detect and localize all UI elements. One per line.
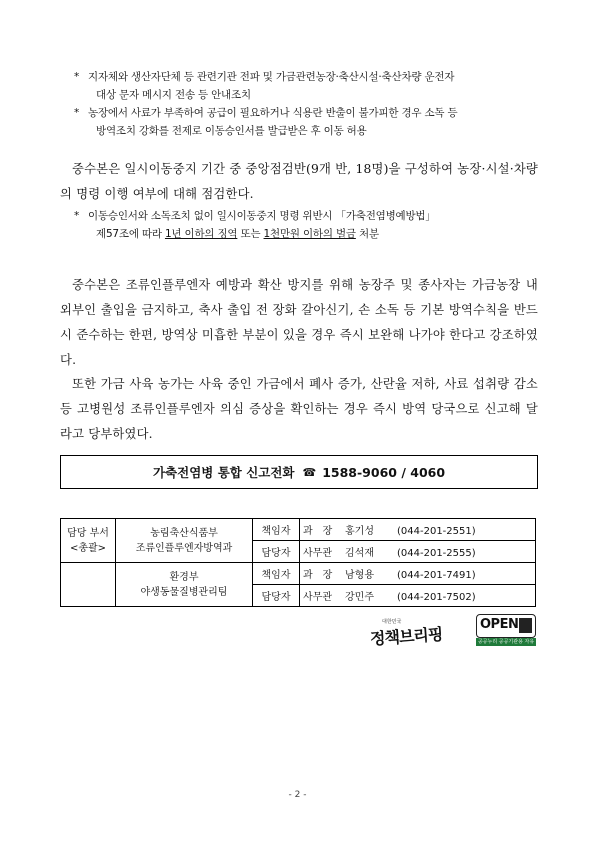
bullet-line: 지자체와 생산자단체 등 관련기관 전파 및 가금관련농장·축산시설·축산차량 운전자: [88, 71, 455, 83]
paragraph-inspection: 중수본은 일시이동중지 기간 중 중앙점검반(9개 반, 18명)을 구성하여 농장·시설·차량의 명령 이행 여부에 대해 점검한다.: [60, 162, 538, 201]
hotline-label: 가축전염병 통합 신고전화: [152, 465, 295, 480]
logo-big-text: 정책브리핑: [369, 624, 443, 649]
contact-cell: [300, 541, 536, 563]
text-span: 또는: [237, 228, 264, 240]
text-span: 제57조에 따라: [96, 228, 165, 240]
department-subname: 야생동물질병관리팀: [140, 586, 228, 598]
title-text: 과 장: [303, 570, 333, 581]
department-cell: [116, 519, 253, 563]
department-name: 환경부: [169, 571, 199, 583]
paragraph-prevention: 중수본은 조류인플루엔자 예방과 확산 방지를 위해 농장주 및 종사자는 가금농장 내 외부인 출입을 금지하고, 축사 출입 전 장화 갈아신기, 손 소독 등 기본 방역수칙을 반드시 준수하는 한편, 방역상 미흡한 부분이 있을 경우 즉시 보완해 나가야 한다고 강조하였다.: [60, 278, 538, 367]
bullet-line: 농장에서 사료가 부족하여 공급이 필요하거나 식용란 반출이 불가피한 경우 소독 등: [88, 107, 458, 119]
header-sublabel: <총괄>: [69, 542, 107, 554]
underlined-penalty-prison: 1년 이하의 징역: [164, 228, 238, 240]
role-cell: 책임자: [253, 519, 300, 541]
department-cell: [116, 563, 253, 607]
license-type-icon: [519, 618, 532, 633]
bullet-line: 이동승인서와 소독조치 없이 일시이동중지 명령 위반시 「가축전염병예방법」: [88, 210, 436, 222]
contact-cell: [300, 519, 536, 541]
hotline-number: 1588-9060 / 4060: [322, 464, 446, 480]
telephone-icon: ☎: [302, 465, 317, 479]
department-subname: 조류인플루엔자방역과: [135, 542, 233, 554]
table-row: [61, 519, 536, 541]
title-text: 과 장: [303, 526, 333, 537]
contact-table: [60, 518, 536, 607]
role-cell: 책임자: [253, 563, 300, 585]
phone-number: (044-201-7491): [397, 570, 476, 581]
person-name: 홍기성: [345, 526, 374, 537]
open-text: OPEN: [480, 617, 519, 632]
bullet-line: 대상 문자 메시지 전송 등 안내조치: [96, 89, 251, 101]
bullet-penalty: [74, 207, 548, 243]
title-text: 사무관: [303, 548, 332, 559]
phone-number: (044-201-2555): [397, 548, 476, 559]
asterisk: *: [74, 210, 80, 222]
department-name: 농림축산식품부: [150, 527, 218, 539]
person-name: 강민주: [345, 592, 374, 603]
bullet-line: [88, 225, 548, 243]
underlined-penalty-fine: 1천만원 이하의 벌금: [263, 228, 356, 240]
open-badge: [476, 614, 536, 638]
role-cell: 담당자: [253, 585, 300, 607]
person-name: 김석재: [345, 548, 374, 559]
header-label: 담당 부서: [67, 527, 109, 539]
hotline-box: [60, 455, 538, 489]
page-number: - 2 -: [288, 790, 307, 800]
logo-small-text: 대한민국: [382, 619, 402, 625]
contact-cell: [300, 585, 536, 607]
policy-briefing-logo: [370, 618, 470, 652]
role-cell: 담당자: [253, 541, 300, 563]
title-text: 사무관: [303, 592, 332, 603]
header-cell-empty: [61, 563, 116, 607]
text-span: 처분: [355, 228, 379, 240]
phone-number: (044-201-7502): [397, 592, 476, 603]
phone-number: (044-201-2551): [397, 526, 476, 537]
header-cell: [61, 519, 116, 563]
bullet-line: 방역조치 강화를 전제로 이동승인서를 발급받은 후 이동 허용: [96, 125, 367, 137]
bullet-notice-1: [74, 68, 548, 104]
bullet-notice-2: [74, 104, 548, 140]
open-license-logo: [476, 614, 536, 653]
contact-cell: [300, 563, 536, 585]
asterisk: *: [74, 107, 80, 119]
paragraph-report: 또한 가금 사육 농가는 사육 중인 가금에서 폐사 증가, 산란율 저하, 사료 섭취량 감소 등 고병원성 조류인플루엔자 의심 증상을 확인하는 경우 즉시 방역 당국으로 신고해 달라고 당부하였다.: [60, 377, 538, 441]
person-name: 남형용: [345, 570, 374, 581]
open-strip-text: 공공누리 공공기관용 자유이용허락: [477, 639, 535, 653]
asterisk: *: [74, 71, 80, 83]
table-row: [61, 563, 536, 585]
